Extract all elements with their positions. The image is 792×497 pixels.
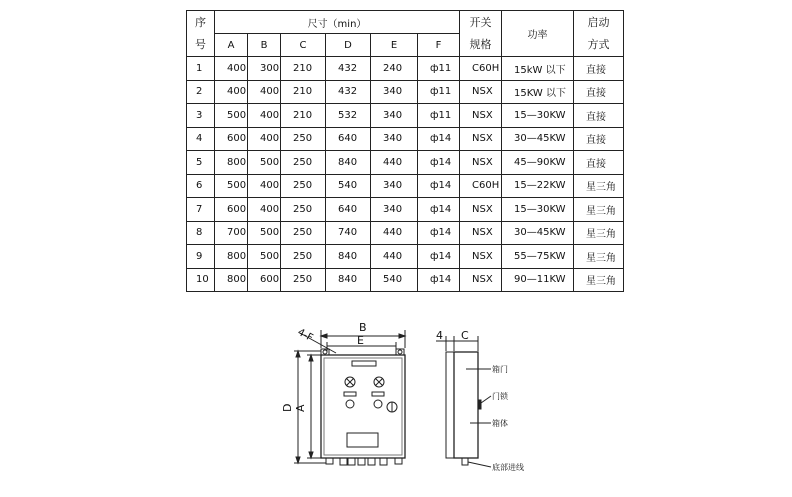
table-cell: 星三角 (574, 268, 624, 292)
table-cell: 3 (187, 104, 215, 128)
table-cell: 800 (215, 245, 248, 269)
table-cell: 45—90KW (502, 151, 574, 175)
table-cell: 8 (187, 221, 215, 245)
table-cell: 400 (248, 174, 281, 198)
table-cell: NSX (460, 151, 502, 175)
table-cell: 4 (187, 127, 215, 151)
table-cell: 90—11KW (502, 268, 574, 292)
table-cell: 440 (371, 245, 418, 269)
table-cell: 700 (215, 221, 248, 245)
table-cell: NSX (460, 80, 502, 104)
table-cell: 740 (326, 221, 371, 245)
table-cell: ф11 (418, 80, 460, 104)
table-cell: 5 (187, 151, 215, 175)
table-cell: 15—22KW (502, 174, 574, 198)
table-cell: 30—45KW (502, 127, 574, 151)
table-cell: 500 (248, 245, 281, 269)
table-cell: 600 (215, 198, 248, 222)
table-cell: NSX (460, 198, 502, 222)
table-cell: 600 (248, 268, 281, 292)
table-cell: 432 (326, 57, 371, 81)
table-cell: 400 (248, 198, 281, 222)
table-cell: 250 (281, 127, 326, 151)
table-cell: 600 (215, 127, 248, 151)
dim-c-label: C (461, 329, 469, 342)
table-cell: C60H (460, 174, 502, 198)
col-a-header: A (215, 34, 248, 57)
table-cell: 240 (371, 57, 418, 81)
table-cell: 10 (187, 268, 215, 292)
table-cell: 210 (281, 57, 326, 81)
table-cell: 500 (215, 104, 248, 128)
front-view (294, 330, 405, 465)
body-label: 箱体 (492, 419, 508, 428)
col-f-header: F (418, 34, 460, 57)
side-view (436, 336, 491, 467)
col-b-header: B (248, 34, 281, 57)
table-cell: 340 (371, 127, 418, 151)
table-cell: 直接 (574, 80, 624, 104)
table-cell: 400 (248, 104, 281, 128)
table-cell: 840 (326, 151, 371, 175)
table-cell: 星三角 (574, 221, 624, 245)
table-cell: 1 (187, 57, 215, 81)
seq-header: 序号 (187, 11, 215, 57)
table-cell: 432 (326, 80, 371, 104)
table-cell: 直接 (574, 57, 624, 81)
dim-d-label: D (281, 403, 294, 412)
table-cell: C60H (460, 57, 502, 81)
table-cell: 300 (248, 57, 281, 81)
table-cell: 直接 (574, 127, 624, 151)
table-cell: NSX (460, 127, 502, 151)
table-cell: ф14 (418, 151, 460, 175)
table-cell: 250 (281, 245, 326, 269)
dim-b-label: B (359, 321, 367, 334)
table-cell: NSX (460, 104, 502, 128)
dim-4-label: 4 (436, 329, 443, 342)
table-cell: 840 (326, 245, 371, 269)
table-cell: 400 (248, 127, 281, 151)
table-cell: 532 (326, 104, 371, 128)
table-cell: ф14 (418, 268, 460, 292)
table-cell: 2 (187, 80, 215, 104)
dim-a-label: A (294, 404, 307, 412)
table-cell: 800 (215, 151, 248, 175)
hole-label: 4-F (295, 326, 315, 345)
table-cell: 250 (281, 174, 326, 198)
table-cell: 500 (248, 221, 281, 245)
table-cell: ф14 (418, 174, 460, 198)
table-cell: 星三角 (574, 245, 624, 269)
col-d-header: D (326, 34, 371, 57)
table-cell: 55—75KW (502, 245, 574, 269)
table-cell: 210 (281, 80, 326, 104)
table-cell: 340 (371, 80, 418, 104)
table-cell: 640 (326, 198, 371, 222)
table-cell: 340 (371, 198, 418, 222)
table-cell: 210 (281, 104, 326, 128)
table-cell: NSX (460, 221, 502, 245)
table-cell: 直接 (574, 104, 624, 128)
table-cell: 15—30KW (502, 104, 574, 128)
table-cell: 6 (187, 174, 215, 198)
table-cell: 15kW 以下 (502, 57, 574, 81)
table-cell: ф11 (418, 104, 460, 128)
bottom-inlet-label: 底部进线 (492, 463, 524, 472)
table-cell: 500 (248, 151, 281, 175)
table-cell: 540 (326, 174, 371, 198)
table-cell: 400 (215, 80, 248, 104)
table-cell: ф14 (418, 127, 460, 151)
table-cell: 7 (187, 198, 215, 222)
table-cell: 440 (371, 151, 418, 175)
size-header: 尺寸（min） (215, 11, 460, 34)
table-cell: 640 (326, 127, 371, 151)
power-header: 功率 (502, 11, 574, 57)
table-cell: 星三角 (574, 174, 624, 198)
table-cell: 840 (326, 268, 371, 292)
table-cell: 800 (215, 268, 248, 292)
table-cell: 500 (215, 174, 248, 198)
table-cell: 540 (371, 268, 418, 292)
table-cell: 250 (281, 221, 326, 245)
table-cell: 星三角 (574, 198, 624, 222)
start-header: 启动方式 (574, 11, 624, 57)
table-cell: 15KW 以下 (502, 80, 574, 104)
table-cell: 440 (371, 221, 418, 245)
table-cell: 340 (371, 104, 418, 128)
table-cell: 30—45KW (502, 221, 574, 245)
switch-header: 开关规格 (460, 11, 502, 57)
dim-e-label: E (357, 334, 364, 347)
table-cell: 9 (187, 245, 215, 269)
table-cell: ф14 (418, 198, 460, 222)
table-cell: NSX (460, 245, 502, 269)
table-cell: 直接 (574, 151, 624, 175)
col-e-header: E (371, 34, 418, 57)
table-cell: ф14 (418, 221, 460, 245)
col-c-header: C (281, 34, 326, 57)
table-cell: ф14 (418, 245, 460, 269)
table-cell: 250 (281, 198, 326, 222)
table-cell: 250 (281, 268, 326, 292)
table-cell: 340 (371, 174, 418, 198)
door-label: 箱门 (492, 365, 508, 374)
table-cell: NSX (460, 268, 502, 292)
table-cell: ф11 (418, 57, 460, 81)
lock-label: 门锁 (492, 392, 508, 401)
table-cell: 400 (215, 57, 248, 81)
table-cell: 400 (248, 80, 281, 104)
table-cell: 15—30KW (502, 198, 574, 222)
table-cell: 250 (281, 151, 326, 175)
